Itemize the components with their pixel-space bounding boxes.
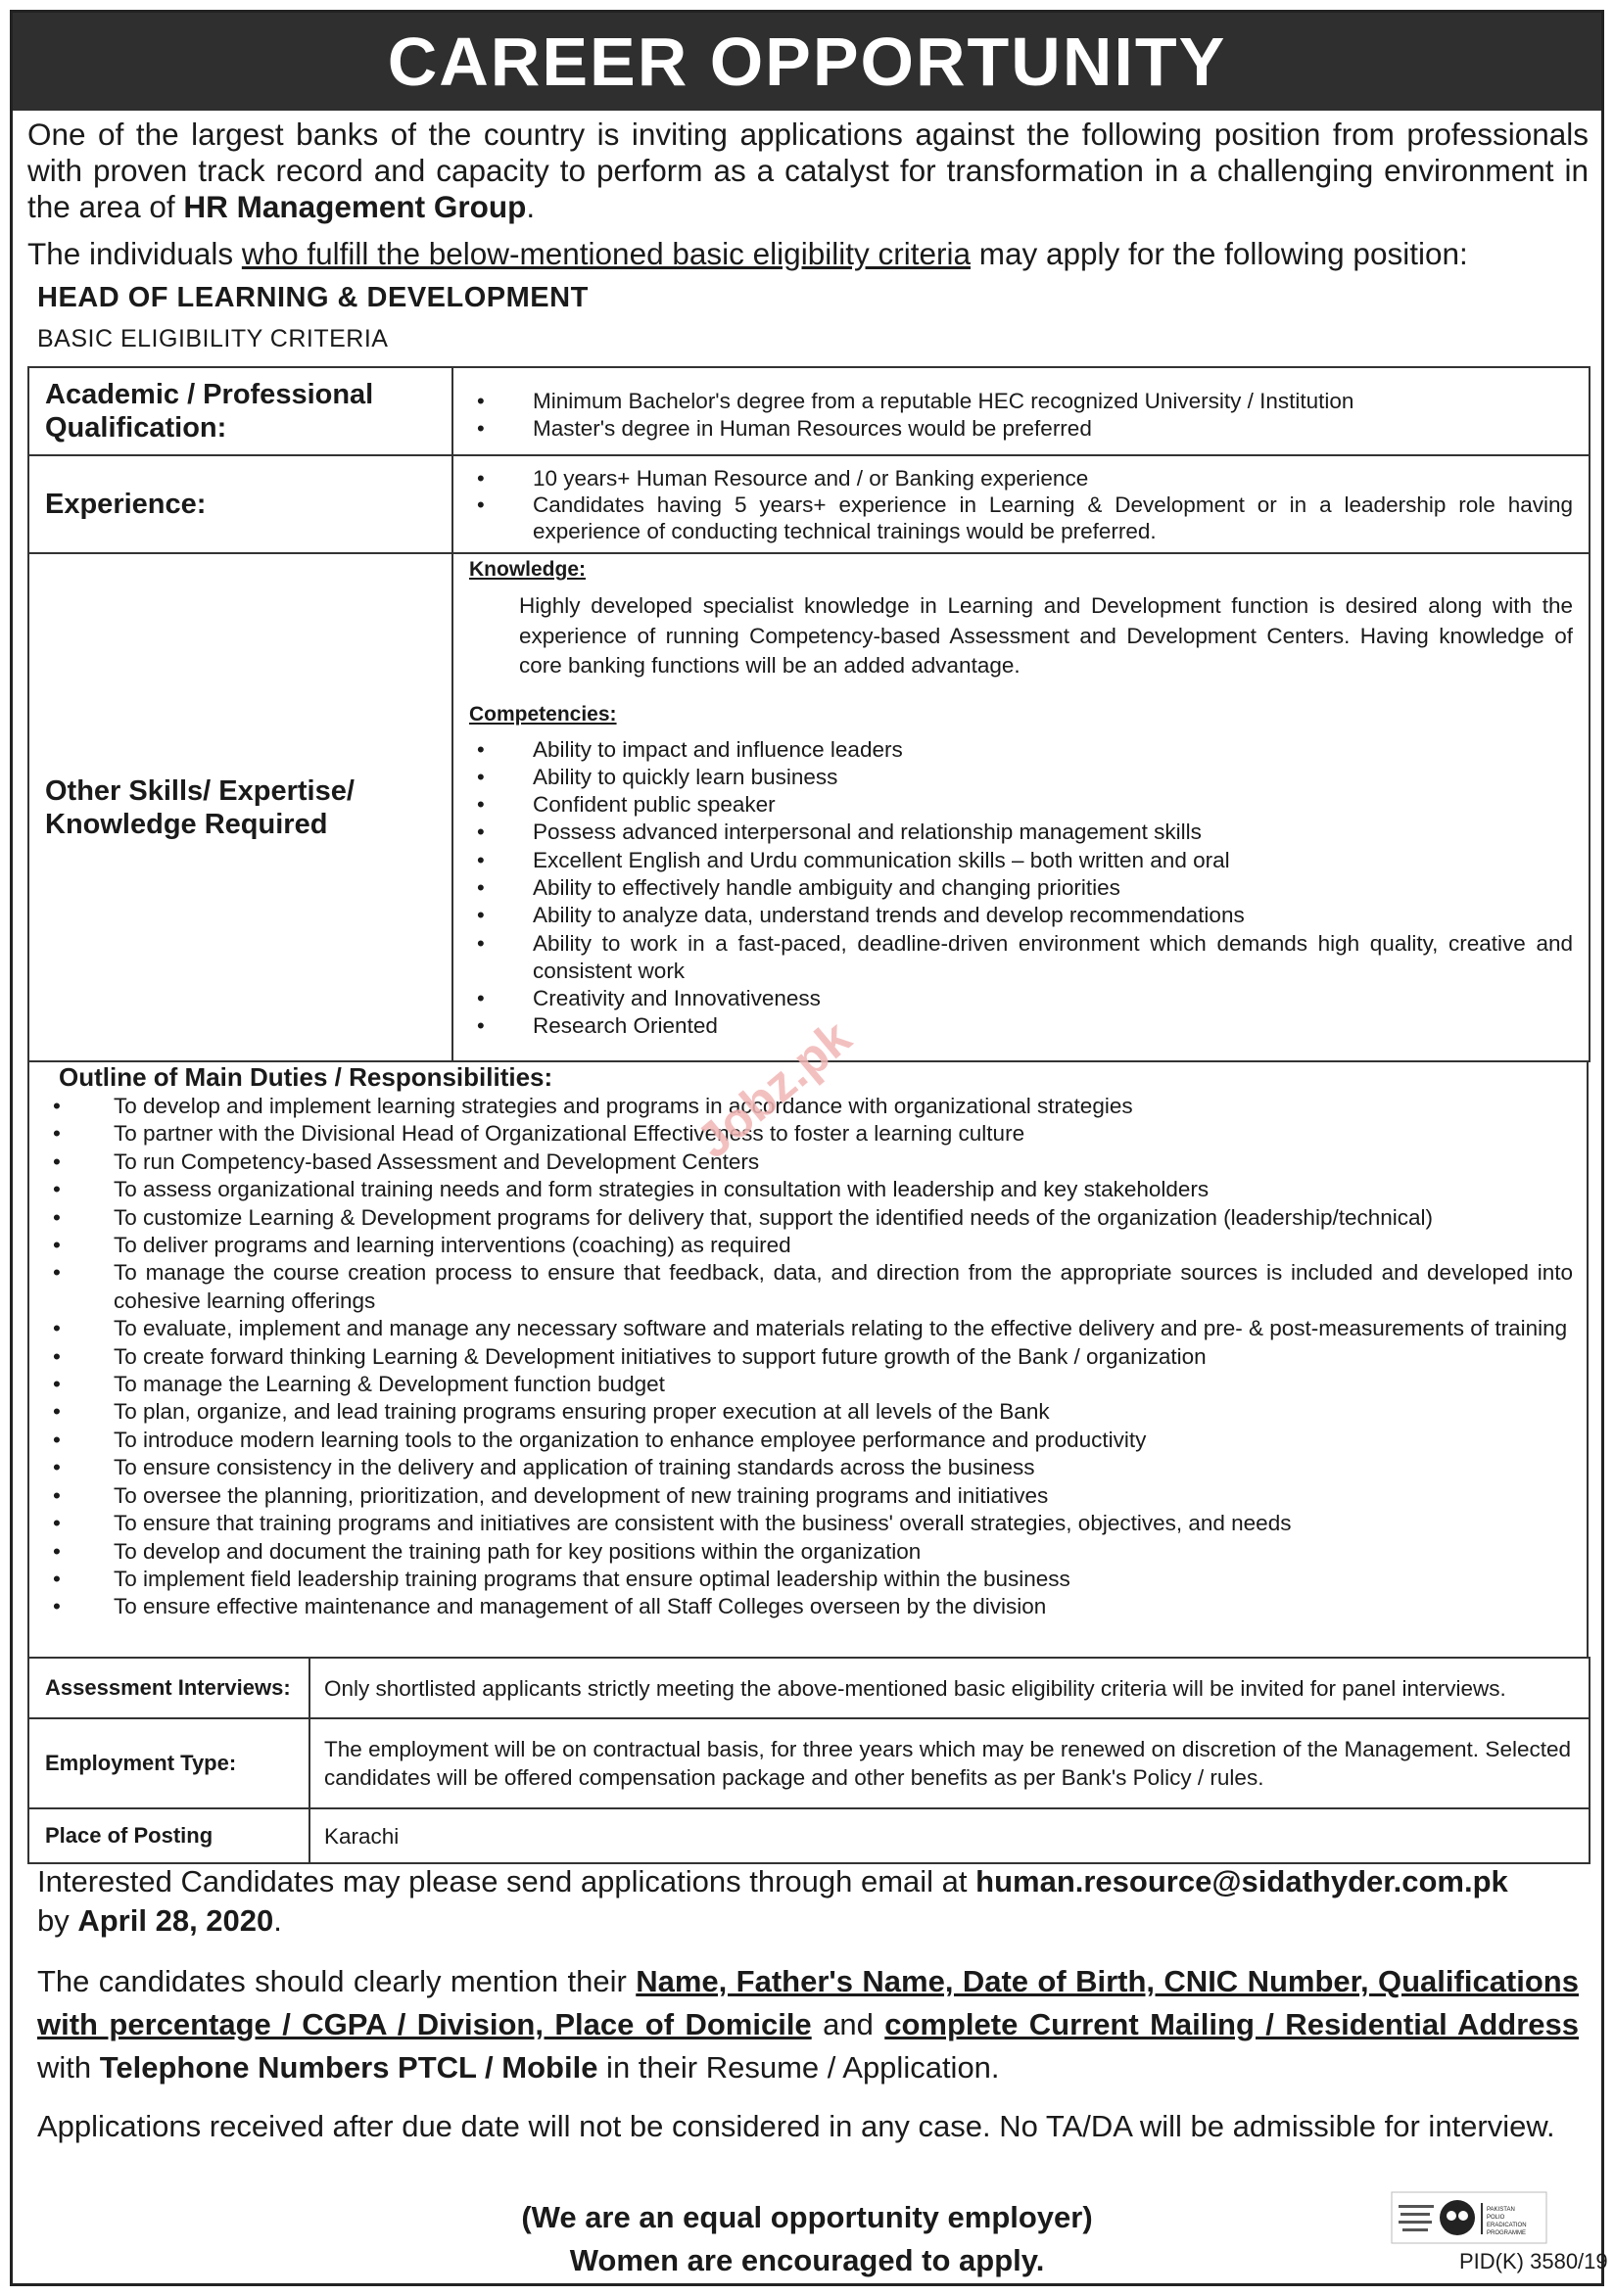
eligibility-line: The individuals who fulfill the below-mentioned basic eligibility criteria may apply for the following position: [27,236,1468,271]
list-item: • To partner with the Divisional Head of Organizational Effectiveness to foster a learning culture [43,1120,1573,1148]
list-item: • To develop and document the training path for key positions within the organization [43,1538,1573,1566]
deadline-date: April 28, 2020 [77,1903,274,1938]
list-item: • Creativity and Innovativeness [469,985,1573,1012]
list-item: • Ability to work in a fast-paced, deadline-driven environment which demands high quality, creative and consistent work [469,930,1573,986]
list-item: • To ensure that training programs and initiatives are consistent with the business' overall strategies, objectives, and needs [43,1510,1573,1537]
assessment-row [28,1658,1590,1718]
list-item: • Confident public speaker [469,791,1573,819]
svg-text:ERADICATION: ERADICATION [1487,2223,1527,2228]
employment-row [28,1718,1590,1808]
list-item: • Ability to quickly learn business [469,764,1573,791]
employment-value: The employment will be on contractual basis, for three years which may be renewed on discretion of the Management. Selected candidates will be offered compensation package and other benefits as per Bank's Policy / rules. [309,1718,1590,1808]
skills-row [28,553,1590,1061]
list-item: • Master's degree in Human Resources would be preferred [469,415,1573,443]
academic-row [28,367,1590,455]
list-item: • To evaluate, implement and manage any necessary software and materials relating to the effective delivery and pre- & post-measurements of training [43,1315,1573,1342]
knowledge-heading: Knowledge: [469,558,586,581]
employment-label: Employment Type: [28,1718,309,1808]
list-item: • To manage the course creation process to ensure that feedback, data, and direction from the appropriate sources is included and developed into cohesive learning offerings [43,1259,1573,1315]
list-item: • Possess advanced interpersonal and relationship management skills [469,819,1573,846]
mention-paragraph: The candidates should clearly mention their Name, Father's Name, Date of Birth, CNIC Number, Qualifications with percentage / CGPA / Division, Place of Domicile and complete Current Mailing / Residential Address with Telephone Numbers PTCL / Mobile in their Resume / Application. [37,1964,1579,2085]
duties-section [27,1060,1589,1657]
due-date-note: Applications received after due date will not be considered in any case. No TA/DA will be admissible for interview. [37,2109,1555,2143]
list-item: • 10 years+ Human Resource and / or Banking experience [469,465,1573,492]
job-title: HEAD OF LEARNING & DEVELOPMENT [37,282,589,313]
list-item: • Minimum Bachelor's degree from a reputable HEC recognized University / Institution [469,388,1573,415]
list-item: • To ensure effective maintenance and management of all Staff Colleges overseen by the division [43,1593,1573,1620]
svg-text:POLIO: POLIO [1487,2215,1505,2221]
duties-heading: Outline of Main Duties / Responsibilities: [59,1062,553,1092]
list-item: • Excellent English and Urdu communication skills – both written and oral [469,847,1573,874]
posting-row [28,1808,1590,1863]
competencies-list [469,736,1573,1041]
competencies-heading: Competencies: [469,702,617,726]
watermark: Jobz.pk [686,1009,862,1169]
experience-label: Experience: [28,455,452,553]
posting-value: Karachi [309,1808,1590,1863]
list-item: • Ability to analyze data, understand trends and develop recommendations [469,902,1573,929]
page-title: CAREER OPPORTUNITY [13,13,1601,111]
apply-instructions: Interested Candidates may please send applications through email at human.resource@sidathyder.com.pk by April 28, 2020. [37,1864,1508,1938]
list-item: • To deliver programs and learning interventions (coaching) as required [43,1232,1573,1259]
list-item: • Candidates having 5 years+ experience in Learning & Development or in a leadership role having experience of conducting technical trainings would be preferred. [469,492,1573,544]
list-item: • To customize Learning & Development programs for delivery that, support the identified needs of the organization (leadership/technical) [43,1204,1573,1232]
posting-label: Place of Posting [28,1808,309,1863]
contact-email[interactable]: human.resource@sidathyder.com.pk [975,1864,1508,1898]
svg-text:PAKISTAN: PAKISTAN [1487,2207,1515,2213]
list-item: • To develop and implement learning strategies and programs in accordance with organizational strategies [43,1093,1573,1120]
list-item: • To introduce modern learning tools to the organization to enhance employee performance and productivity [43,1427,1573,1454]
svg-text:PROGRAMME: PROGRAMME [1487,2230,1527,2236]
assessment-value: Only shortlisted applicants strictly meeting the above-mentioned basic eligibility criteria will be invited for panel interviews. [309,1658,1590,1718]
list-item: • To manage the Learning & Development function budget [43,1371,1573,1398]
list-item: • To plan, organize, and lead training programs ensuring proper execution at all levels of the Bank [43,1398,1573,1426]
terms-table [27,1657,1590,1864]
list-item: • To assess organizational training needs and form strategies in consultation with leadership and key stakeholders [43,1176,1573,1203]
hr-group: HR Management Group [183,189,527,224]
skills-label: Other Skills/ Expertise/ Knowledge Required [28,553,452,1061]
list-item: • Research Oriented [469,1012,1573,1040]
academic-label: Academic / Professional Qualification: [28,367,452,455]
equal-opportunity-statement: (We are an equal opportunity employer) Women are encouraged to apply. [521,2200,1093,2277]
list-item: • Ability to effectively handle ambiguity and changing priorities [469,874,1573,902]
duties-list [43,1093,1573,1621]
pid-number: PID(K) 3580/19 [1459,2249,1608,2273]
list-item: • To implement field leadership training programs that ensure optimal leadership within the business [43,1566,1573,1593]
list-item: • To run Competency-based Assessment and Development Centers [43,1148,1573,1176]
eligibility-link-text: who fulfill the below-mentioned basic eligibility criteria [241,236,971,271]
list-item: • To oversee the planning, prioritization, and development of new training programs and initiatives [43,1482,1573,1510]
polio-programme-logo [1391,2191,1547,2244]
list-item: • Ability to impact and influence leaders [469,736,1573,764]
list-item: • To create forward thinking Learning & Development initiatives to support future growth of the Bank / organization [43,1343,1573,1371]
criteria-heading: BASIC ELIGIBILITY CRITERIA [37,325,389,352]
assessment-label: Assessment Interviews: [28,1658,309,1718]
intro-paragraph: One of the largest banks of the country is inviting applications against the following position from professionals with proven track record and capacity to perform as a catalyst for transformation in a challenging environment in the area of HR Management Group. [27,117,1589,224]
criteria-table [27,366,1590,1062]
knowledge-text: Highly developed specialist knowledge in Learning and Development function is desired along with the experience of running Competency-based Assessment and Development Centers. Having knowledge of core banking functions will be an added advantage. [519,593,1573,678]
list-item: • To ensure consistency in the delivery and application of training standards across the business [43,1454,1573,1481]
experience-row [28,455,1590,553]
